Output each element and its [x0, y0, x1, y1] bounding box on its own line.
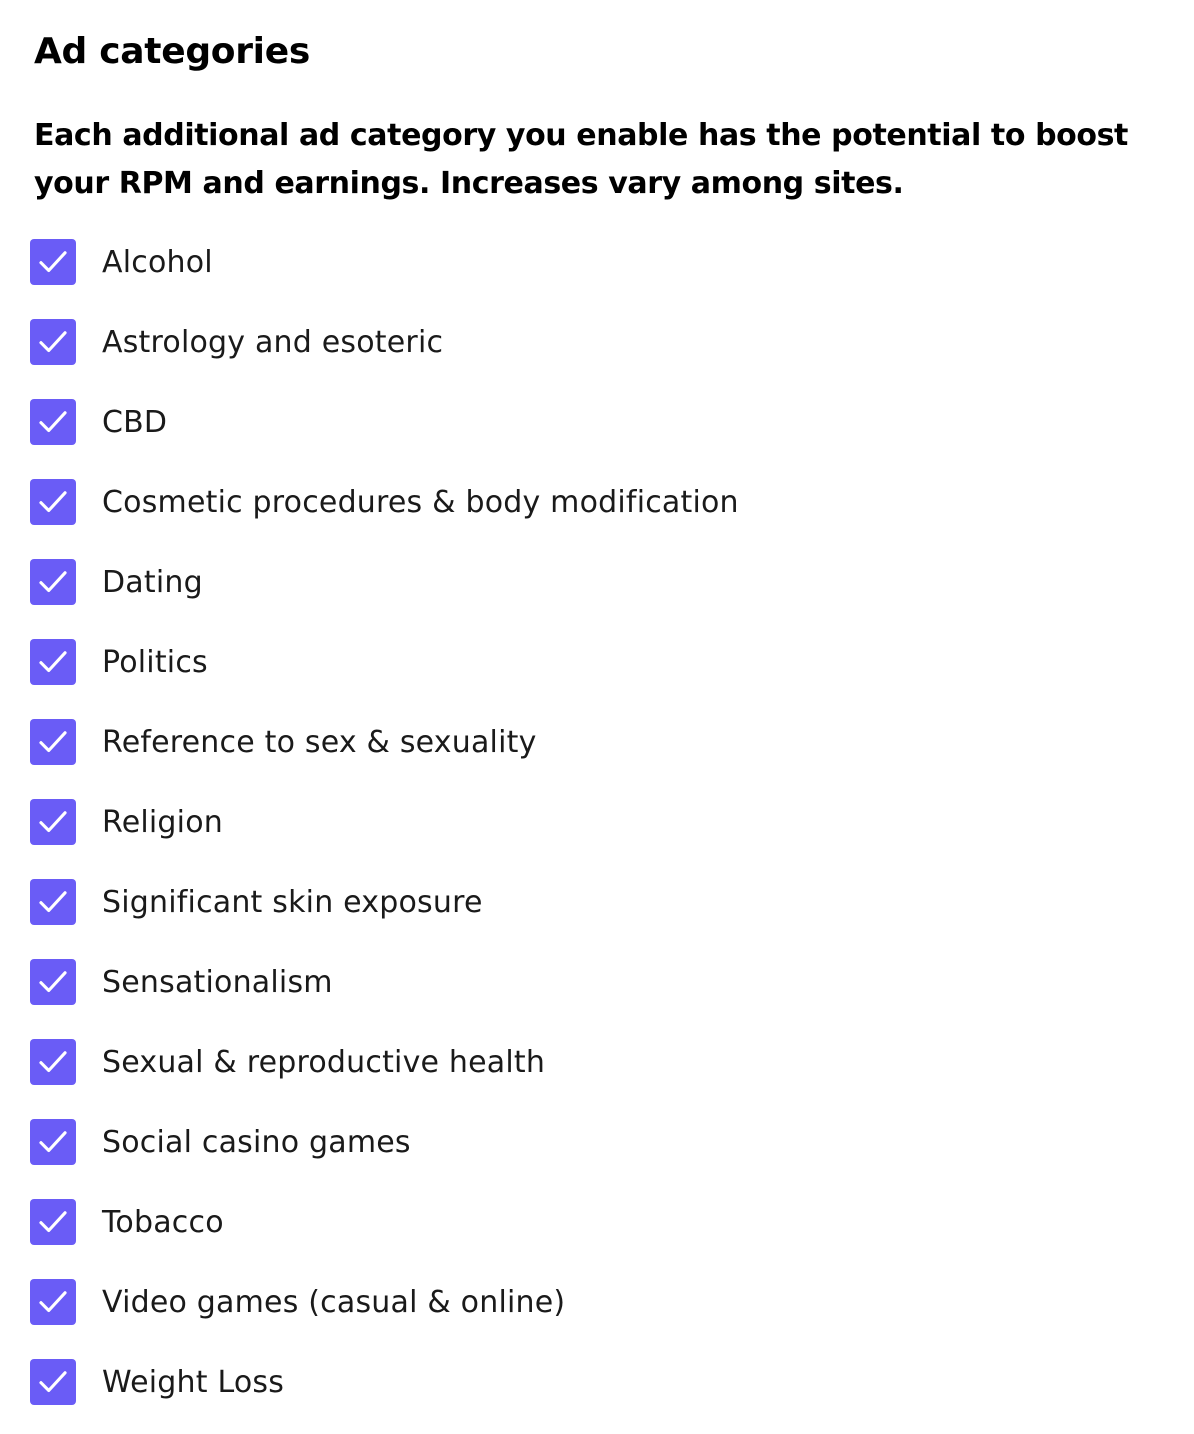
category-list: [30, 222, 1194, 1422]
category-label: Dating: [102, 564, 203, 600]
category-label: Significant skin exposure: [102, 884, 483, 920]
category-label: Video games (casual & online): [102, 1284, 566, 1320]
cosmetic-procedures-checkbox[interactable]: [30, 479, 76, 525]
category-label: Cosmetic procedures & body modification: [102, 484, 739, 520]
reproductive-health-checkbox[interactable]: [30, 1039, 76, 1085]
category-label: CBD: [102, 404, 168, 440]
sensationalism-checkbox[interactable]: [30, 959, 76, 1005]
religion-checkbox[interactable]: [30, 799, 76, 845]
checkmark-icon: [36, 805, 70, 839]
category-label: Tobacco: [102, 1204, 224, 1240]
category-label: Politics: [102, 644, 208, 680]
astrology-checkbox[interactable]: [30, 319, 76, 365]
checkmark-icon: [36, 1125, 70, 1159]
category-item-tobacco[interactable]: [30, 1182, 1194, 1262]
cbd-checkbox[interactable]: [30, 399, 76, 445]
category-item-alcohol[interactable]: [30, 222, 1194, 302]
checkmark-icon: [36, 965, 70, 999]
category-label: Weight Loss: [102, 1364, 285, 1400]
tobacco-checkbox[interactable]: [30, 1199, 76, 1245]
section-description: Each additional ad category you enable has the potential to boost your RPM and earnings. Increases vary among sites.: [34, 118, 1128, 201]
category-item-sex-sexuality[interactable]: [30, 702, 1194, 782]
weight-loss-checkbox[interactable]: [30, 1359, 76, 1405]
category-label: Astrology and esoteric: [102, 324, 444, 360]
category-item-religion[interactable]: [30, 782, 1194, 862]
category-item-cosmetic-procedures[interactable]: [30, 462, 1194, 542]
skin-exposure-checkbox[interactable]: [30, 879, 76, 925]
checkmark-icon: [36, 1285, 70, 1319]
dating-checkbox[interactable]: [30, 559, 76, 605]
category-label: Sensationalism: [102, 964, 333, 1000]
checkmark-icon: [36, 245, 70, 279]
checkmark-icon: [36, 325, 70, 359]
category-label: Sexual & reproductive health: [102, 1044, 546, 1080]
checkmark-icon: [36, 1045, 70, 1079]
category-item-weight-loss[interactable]: [30, 1342, 1194, 1422]
section-title: Ad categories: [34, 31, 310, 72]
category-item-skin-exposure[interactable]: [30, 862, 1194, 942]
category-label: Social casino games: [102, 1124, 411, 1160]
category-item-dating[interactable]: [30, 542, 1194, 622]
politics-checkbox[interactable]: [30, 639, 76, 685]
category-item-video-games[interactable]: [30, 1262, 1194, 1342]
checkmark-icon: [36, 1205, 70, 1239]
checkmark-icon: [36, 645, 70, 679]
category-label: Reference to sex & sexuality: [102, 724, 537, 760]
checkmark-icon: [36, 565, 70, 599]
category-item-politics[interactable]: [30, 622, 1194, 702]
checkmark-icon: [36, 725, 70, 759]
video-games-checkbox[interactable]: [30, 1279, 76, 1325]
sex-sexuality-checkbox[interactable]: [30, 719, 76, 765]
category-item-cbd[interactable]: [30, 382, 1194, 462]
category-item-astrology[interactable]: [30, 302, 1194, 382]
checkmark-icon: [36, 885, 70, 919]
category-label: Alcohol: [102, 244, 213, 280]
category-label: Religion: [102, 804, 223, 840]
alcohol-checkbox[interactable]: [30, 239, 76, 285]
social-casino-checkbox[interactable]: [30, 1119, 76, 1165]
checkmark-icon: [36, 485, 70, 519]
checkmark-icon: [36, 405, 70, 439]
category-item-sensationalism[interactable]: [30, 942, 1194, 1022]
category-item-reproductive-health[interactable]: [30, 1022, 1194, 1102]
checkmark-icon: [36, 1365, 70, 1399]
category-item-social-casino[interactable]: [30, 1102, 1194, 1182]
